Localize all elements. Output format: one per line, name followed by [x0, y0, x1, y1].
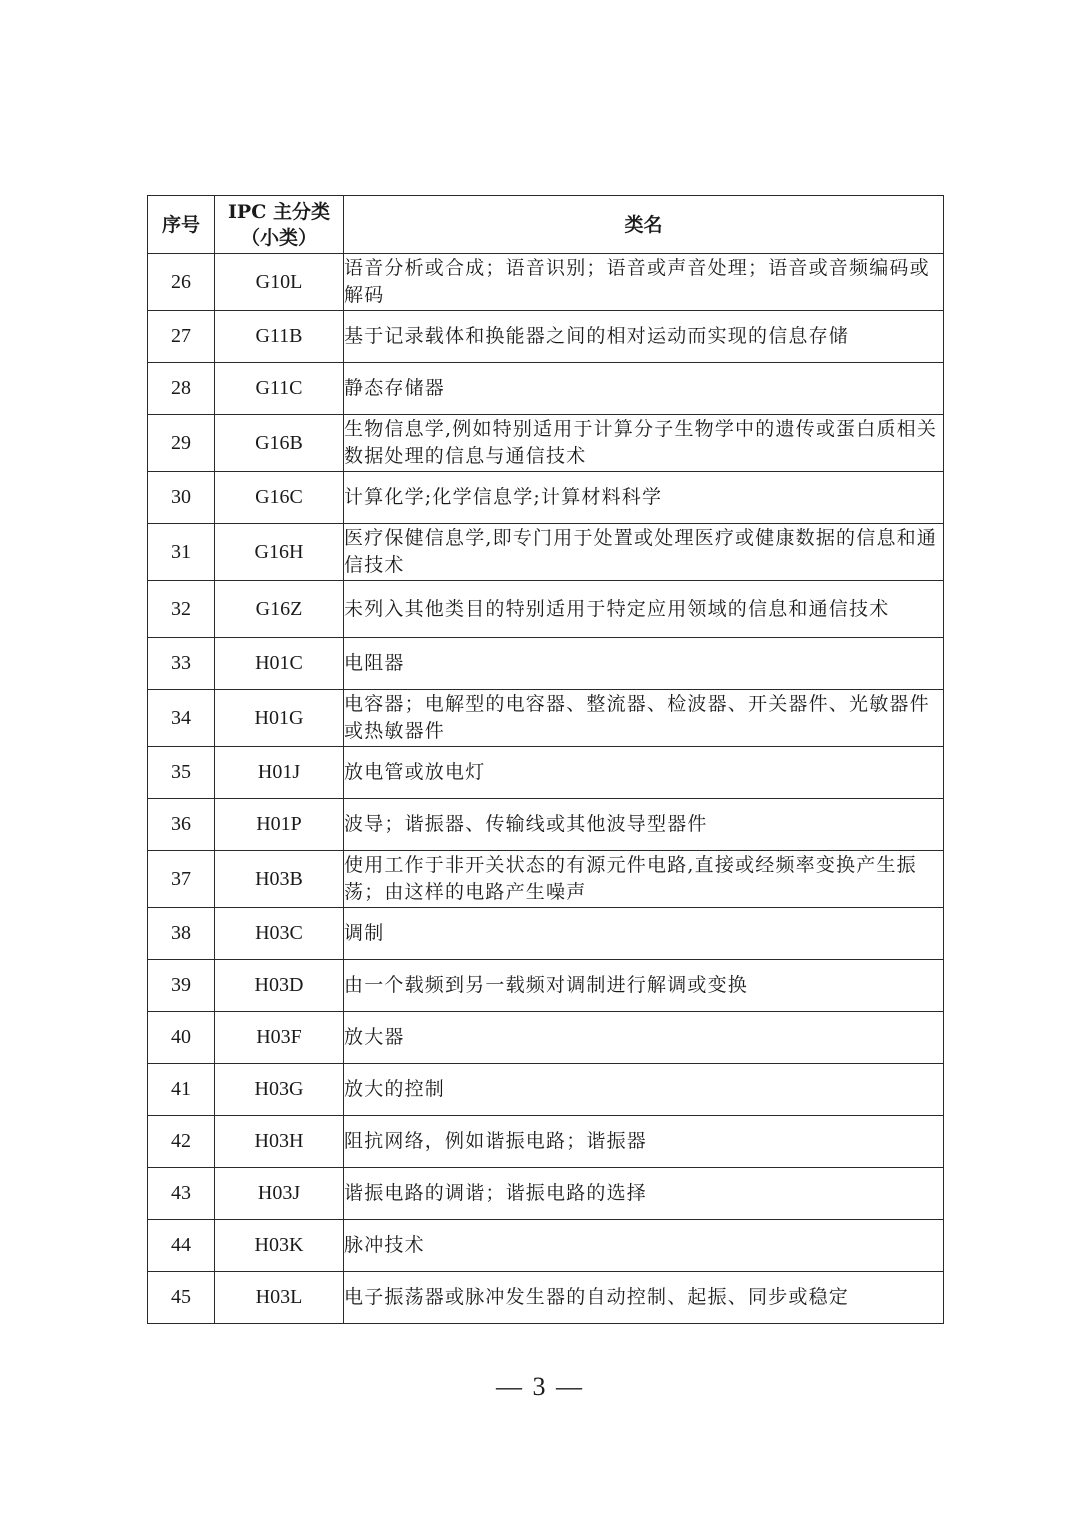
cell-ipc-code: H03B [215, 851, 344, 908]
cell-class-name: 阻抗网络，例如谐振电路；谐振器 [344, 1116, 944, 1168]
cell-class-name: 电子振荡器或脉冲发生器的自动控制、起振、同步或稳定 [344, 1272, 944, 1324]
cell-ipc-code: G16Z [215, 581, 344, 638]
table-row [148, 1012, 944, 1064]
cell-class-name: 波导；谐振器、传输线或其他波导型器件 [344, 799, 944, 851]
cell-class-name: 基于记录载体和换能器之间的相对运动而实现的信息存储 [344, 311, 944, 363]
cell-serial-number: 36 [148, 799, 215, 851]
cell-serial-number: 35 [148, 747, 215, 799]
table-row [148, 524, 944, 581]
cell-ipc-code: G11B [215, 311, 344, 363]
cell-serial-number: 28 [148, 363, 215, 415]
cell-class-name: 计算化学;化学信息学;计算材料科学 [344, 472, 944, 524]
table-row [148, 851, 944, 908]
header-class-name: 类名 [344, 196, 944, 254]
table-row [148, 472, 944, 524]
cell-class-name: 脉冲技术 [344, 1220, 944, 1272]
cell-class-name: 放电管或放电灯 [344, 747, 944, 799]
cell-ipc-code: H01C [215, 638, 344, 690]
ipc-classification-table [147, 195, 944, 1324]
cell-class-name: 生物信息学,例如特别适用于计算分子生物学中的遗传或蛋白质相关数据处理的信息与通信技术 [344, 415, 944, 472]
cell-ipc-code: G16B [215, 415, 344, 472]
cell-serial-number: 26 [148, 254, 215, 311]
cell-ipc-code: H03K [215, 1220, 344, 1272]
cell-serial-number: 27 [148, 311, 215, 363]
header-ipc-class-line2: （小类） [240, 226, 317, 249]
table-row [148, 799, 944, 851]
cell-serial-number: 40 [148, 1012, 215, 1064]
table-row [148, 1064, 944, 1116]
cell-ipc-code: H03G [215, 1064, 344, 1116]
cell-ipc-code: H01J [215, 747, 344, 799]
cell-class-name: 语音分析或合成；语音识别；语音或声音处理；语音或音频编码或解码 [344, 254, 944, 311]
table-row [148, 1272, 944, 1324]
header-serial-number: 序号 [148, 196, 215, 254]
cell-serial-number: 45 [148, 1272, 215, 1324]
cell-serial-number: 41 [148, 1064, 215, 1116]
table-row [148, 960, 944, 1012]
cell-serial-number: 32 [148, 581, 215, 638]
table-row [148, 363, 944, 415]
table-row [148, 908, 944, 960]
cell-class-name: 电阻器 [344, 638, 944, 690]
cell-serial-number: 43 [148, 1168, 215, 1220]
cell-ipc-code: H03F [215, 1012, 344, 1064]
cell-class-name: 放大器 [344, 1012, 944, 1064]
cell-ipc-code: G10L [215, 254, 344, 311]
table-row [148, 415, 944, 472]
table-header-row [148, 196, 944, 254]
cell-serial-number: 30 [148, 472, 215, 524]
cell-serial-number: 37 [148, 851, 215, 908]
cell-ipc-code: G16C [215, 472, 344, 524]
cell-class-name: 医疗保健信息学,即专门用于处置或处理医疗或健康数据的信息和通信技术 [344, 524, 944, 581]
table-row [148, 1116, 944, 1168]
cell-serial-number: 42 [148, 1116, 215, 1168]
table-row [148, 1220, 944, 1272]
cell-ipc-code: H01P [215, 799, 344, 851]
header-ipc-class [215, 196, 344, 254]
cell-class-name: 调制 [344, 908, 944, 960]
cell-ipc-code: G11C [215, 363, 344, 415]
cell-ipc-code: H03H [215, 1116, 344, 1168]
cell-class-name: 电容器；电解型的电容器、整流器、检波器、开关器件、光敏器件或热敏器件 [344, 690, 944, 747]
table-row [148, 747, 944, 799]
cell-class-name: 静态存储器 [344, 363, 944, 415]
table-row [148, 581, 944, 638]
cell-serial-number: 29 [148, 415, 215, 472]
cell-serial-number: 39 [148, 960, 215, 1012]
page-number: — 3 — [496, 1372, 584, 1401]
cell-serial-number: 44 [148, 1220, 215, 1272]
table-row [148, 690, 944, 747]
cell-class-name: 放大的控制 [344, 1064, 944, 1116]
table-row [148, 254, 944, 311]
header-ipc-class-line1: IPC 主分类 [228, 200, 330, 223]
table-row [148, 638, 944, 690]
cell-ipc-code: G16H [215, 524, 344, 581]
cell-serial-number: 38 [148, 908, 215, 960]
cell-ipc-code: H03C [215, 908, 344, 960]
cell-ipc-code: H03L [215, 1272, 344, 1324]
table-row [148, 311, 944, 363]
cell-ipc-code: H03D [215, 960, 344, 1012]
cell-serial-number: 31 [148, 524, 215, 581]
cell-ipc-code: H01G [215, 690, 344, 747]
cell-class-name: 由一个载频到另一载频对调制进行解调或变换 [344, 960, 944, 1012]
cell-class-name: 使用工作于非开关状态的有源元件电路,直接或经频率变换产生振荡；由这样的电路产生噪声 [344, 851, 944, 908]
cell-ipc-code: H03J [215, 1168, 344, 1220]
cell-serial-number: 34 [148, 690, 215, 747]
table-row [148, 1168, 944, 1220]
cell-class-name: 未列入其他类目的特别适用于特定应用领域的信息和通信技术 [344, 581, 944, 638]
cell-class-name: 谐振电路的调谐；谐振电路的选择 [344, 1168, 944, 1220]
cell-serial-number: 33 [148, 638, 215, 690]
